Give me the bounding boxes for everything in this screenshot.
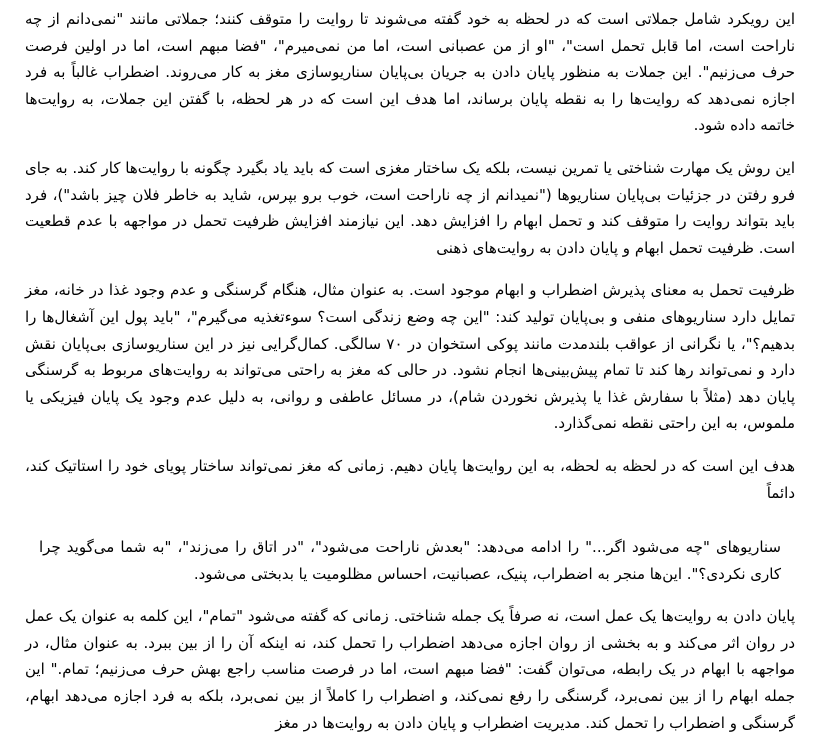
paragraph-tolerance-capacity: ظرفیت تحمل به معنای پذیرش اضطراب و ابهام موجود است. به عنوان مثال، هنگام گرسنگی و عدم وجود غذا در خانه، مغز تمایل دارد سناریوهای منفی و بی‌پایان تولید کند: "این چه وضع زندگی است؟ سوءتغذیه می‌گیرم"، "باید پول این آشغال‌ها را بدهیم؟"، یا نگرانی از عواقب بلندمدت مانند پوکی استخوان در ۷۰ سالگی. کمال‌گرایی نیز در این سناریوسازی بی‌پایان نقش دارد و نمی‌تواند رها کند تا تمام پیش‌بینی‌ها انجام نشود. در حالی که مغز به راحتی می‌تواند به روایت‌های مربوط به گرسنگی پایان دهد (مثلاً با سفارش غذا یا پذیرش نخوردن شام)، در مسائل عاطفی و روانی، به دلیل عدم وجود یک پایان فیزیکی یا ملموس، به این راحتی نقطه نمی‌گذارد.: [25, 281, 795, 433]
paragraph-ending-as-action: پایان دادن به روایت‌ها یک عمل است، نه صرفاً یک جمله شناختی. زمانی که گفته می‌شود "تمام"، این کلمه به عنوان یک عمل در روان اثر می‌کند و به بخشی از روان اجازه می‌دهد اضطراب را تحمل کند، نه اینکه آن را از بین ببرد. به عنوان مثال، در مواجهه با ابهام در یک رابطه، می‌توان گفت: "فضا مبهم است، اما در فرصت مناسب راجع بهش حرف می‌زنیم؛ تمام." این جمله ابهام را از بین نمی‌برد، گرسنگی را رفع نمی‌کند، و اضطراب را کاملاً از بین نمی‌برد، بلکه به فرد اجازه می‌دهد ابهام، گرسنگی و اضطراب را تحمل کند. مدیریت اضطراب و پایان دادن به روایت‌ها در مغز: [25, 607, 795, 732]
paragraph-brain-structure: این روش یک مهارت شناختی یا تمرین نیست، بلکه یک ساختار مغزی است که باید یاد بگیرد چگونه با روایت‌ها کار کند. به جای فرو رفتن در جزئیات بی‌پایان سناریوها ("نمیدانم از چه ناراحت است، خوب برو بپرس، شاید به خاطر فلان چیز باشد")، فرد باید بتواند روایت را متوقف کند و تحمل ابهام را افزایش دهد. این نیازمند افزایش ظرفیت تحمل در مواجهه با عدم قطعیت است. ظرفیت تحمل ابهام و پایان دادن به روایت‌های ذهنی: [25, 158, 795, 257]
paragraph-what-if-scenarios: سناریوهای "چه می‌شود اگر..." را ادامه می‌دهد: "بعدش ناراحت می‌شود"، "در اتاق را می‌زند"، "به شما می‌گوید چرا کاری نکردی؟". این‌ها منجر به اضطراب، پنیک، عصبانیت، احساس مظلومیت یا بدبختی می‌شود.: [39, 538, 781, 583]
paragraph-goal-moment: هدف این است که در لحظه به لحظه، به این روایت‌ها پایان دهیم. زمانی که مغز نمی‌تواند ساختار پویای خود را استاتیک کند، دائماً: [25, 456, 795, 502]
paragraph-self-talk-sentences: این رویکرد شامل جملاتی است که در لحظه به خود گفته می‌شوند تا روایت را متوقف کنند؛ جملاتی مانند "نمی‌دانم از چه ناراحت است، اما قابل تحمل است"، "او از من عصبانی است، اما من نمی‌میرم"، "فضا مبهم است، اما در اولین فرصت حرف می‌زنیم". این جملات به منظور پایان دادن به جریان بی‌پایان سناریوسازی مغز به کار می‌روند. اضطراب غالباً به فرد اجازه نمی‌دهد که روایت‌ها را به نقطه پایان برساند، اما هدف این است که در هر لحظه، با گفتن این جملات، به روایت‌ها خاتمه داده شود.: [25, 10, 795, 135]
